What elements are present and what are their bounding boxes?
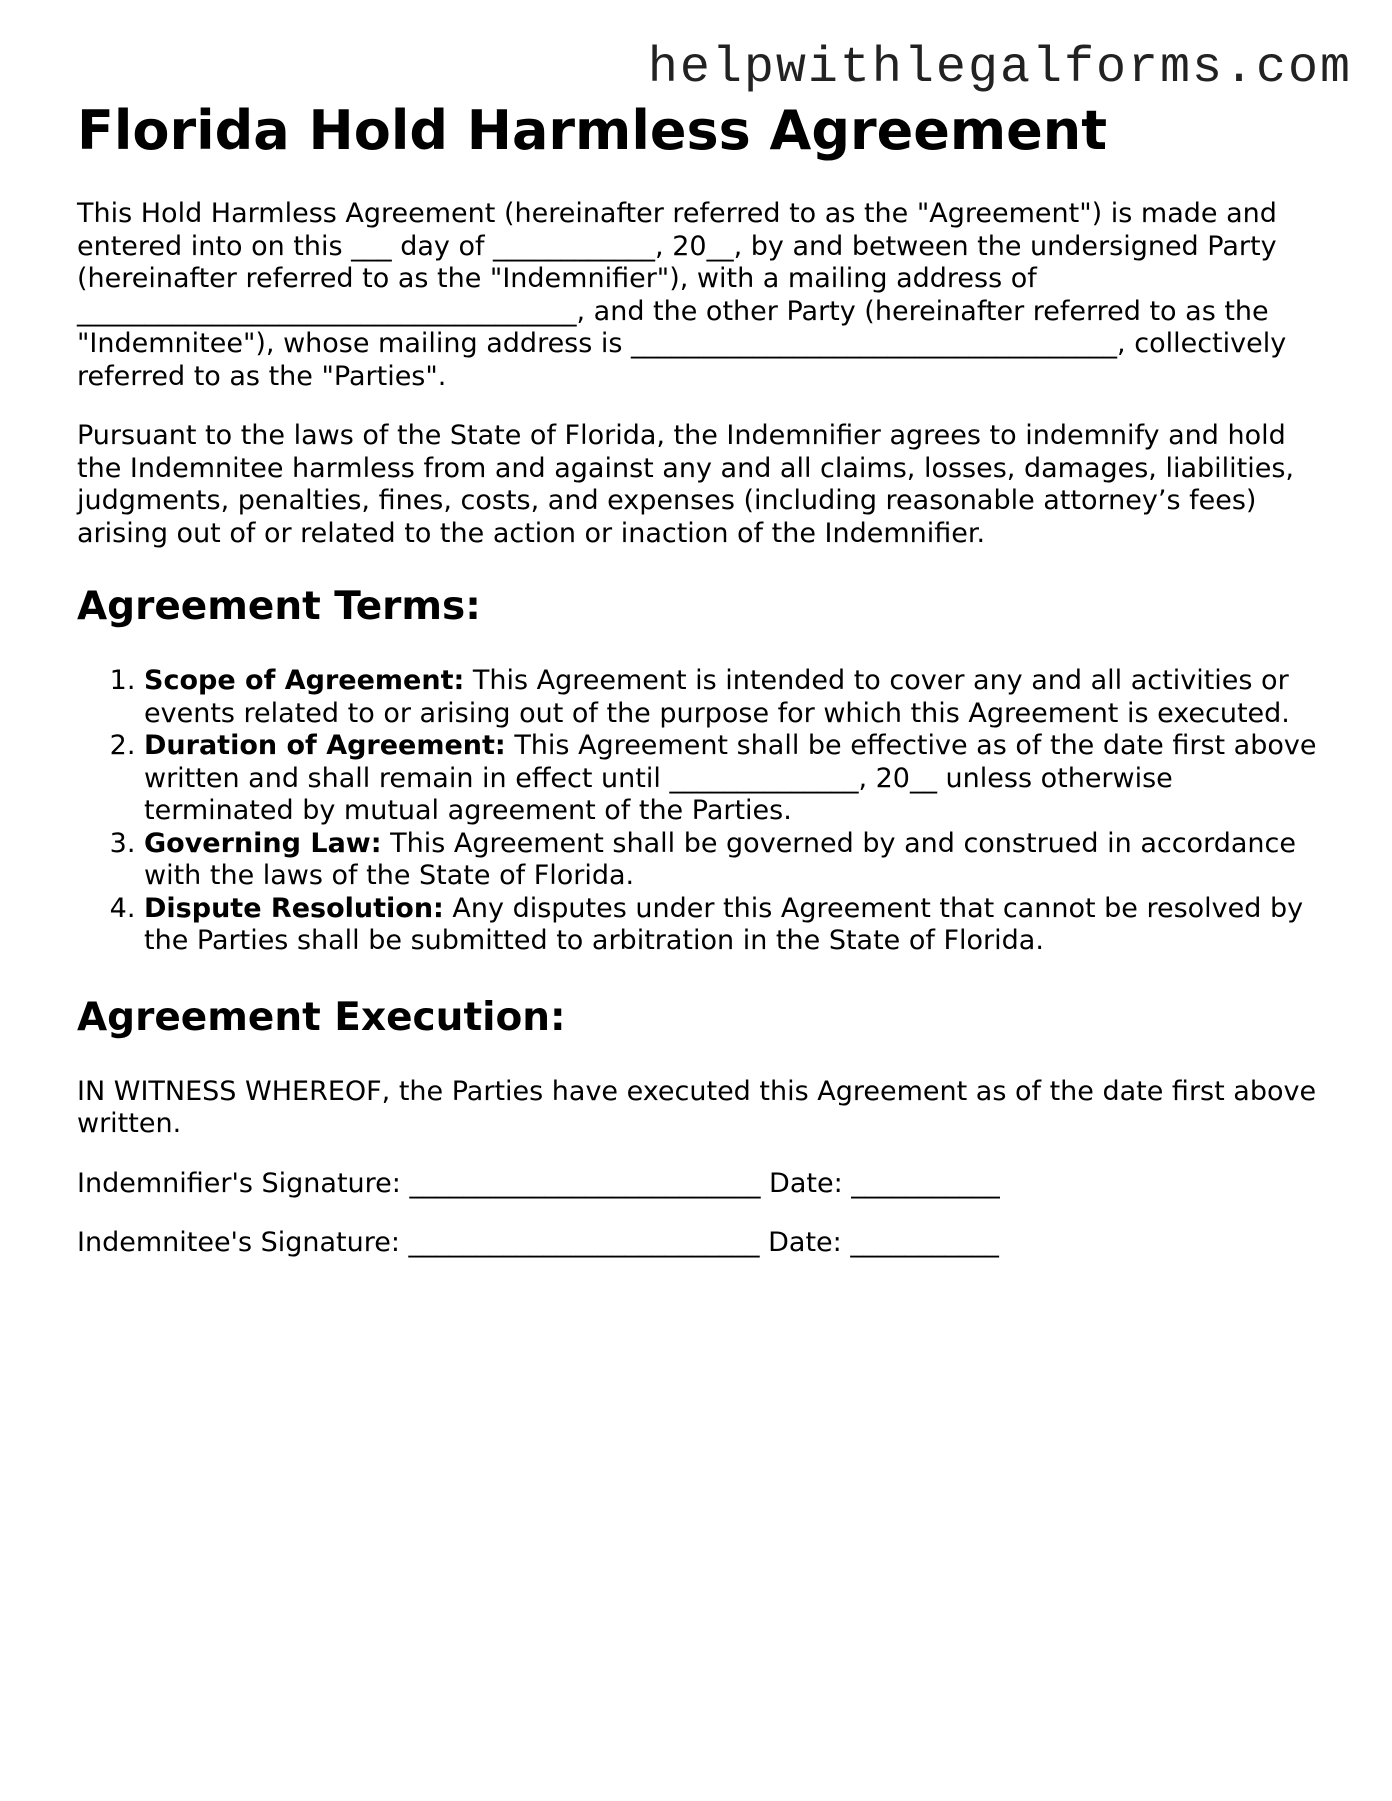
term-item-governing-law — [144, 828, 1327, 893]
watermark: helpwithlegalforms.com — [647, 40, 1352, 97]
document-page — [77, 98, 1327, 1260]
term-text: This Agreement is intended to cover any and all activities or events related to or arising out of the purpose for which this Agreement is executed. — [144, 665, 1290, 729]
page-title: Florida Hold Harmless Agreement — [77, 99, 1108, 162]
term-item-scope — [144, 665, 1327, 730]
indemnitee-signature-line: Indemnitee's Signature: __________________________ Date: ___________ — [77, 1227, 999, 1258]
witness-paragraph: IN WITNESS WHEREOF, the Parties have executed this Agreement as of the date first above written. — [77, 1075, 1317, 1139]
agreement-terms-heading: Agreement Terms: — [77, 584, 481, 629]
term-item-dispute-resolution — [144, 893, 1327, 958]
term-item-duration — [144, 730, 1327, 828]
term-label: Duration of Agreement: — [144, 730, 506, 761]
term-text: Any disputes under this Agreement that cannot be resolved by the Parties shall be submitted to arbitration in the State of Florida. — [144, 892, 1304, 956]
terms-list — [77, 665, 1327, 958]
term-label: Dispute Resolution: — [144, 892, 444, 924]
term-label: Governing Law: — [144, 827, 382, 859]
intro-paragraph: This Hold Harmless Agreement (hereinafter referred to as the "Agreement") is made and entered into on this ___ day of ____________, 20__, by and between the undersigned Party (hereinafter referred to as the "Indemnifier"), with a mailing address of _____________________________________, and the other Party (hereinafter referred to as the "Indemnitee"), whose mailing address is ____________________________________, collectively referred to as the "Parties". — [77, 198, 1287, 392]
term-label: Scope of Agreement: — [144, 665, 465, 696]
term-text: This Agreement shall be governed by and construed in accordance with the laws of the State of Florida. — [144, 827, 1296, 891]
indemnification-paragraph: Pursuant to the laws of the State of Florida, the Indemnifier agrees to indemnify and hold the Indemnitee harmless from and against any and all claims, losses, damages, liabilities, judgments, penalties, fines, costs, and expenses (including reasonable attorney’s fees) arising out of or related to the action or inaction of the Indemnifier. — [77, 420, 1295, 549]
term-text: This Agreement shall be effective as of the date first above written and shall remain in effect until ______________, 20__ unless otherwise terminated by mutual agreement of the Parties. — [144, 730, 1317, 826]
agreement-execution-heading: Agreement Execution: — [77, 994, 566, 1040]
indemnifier-signature-line: Indemnifier's Signature: __________________________ Date: ___________ — [77, 1167, 1000, 1199]
